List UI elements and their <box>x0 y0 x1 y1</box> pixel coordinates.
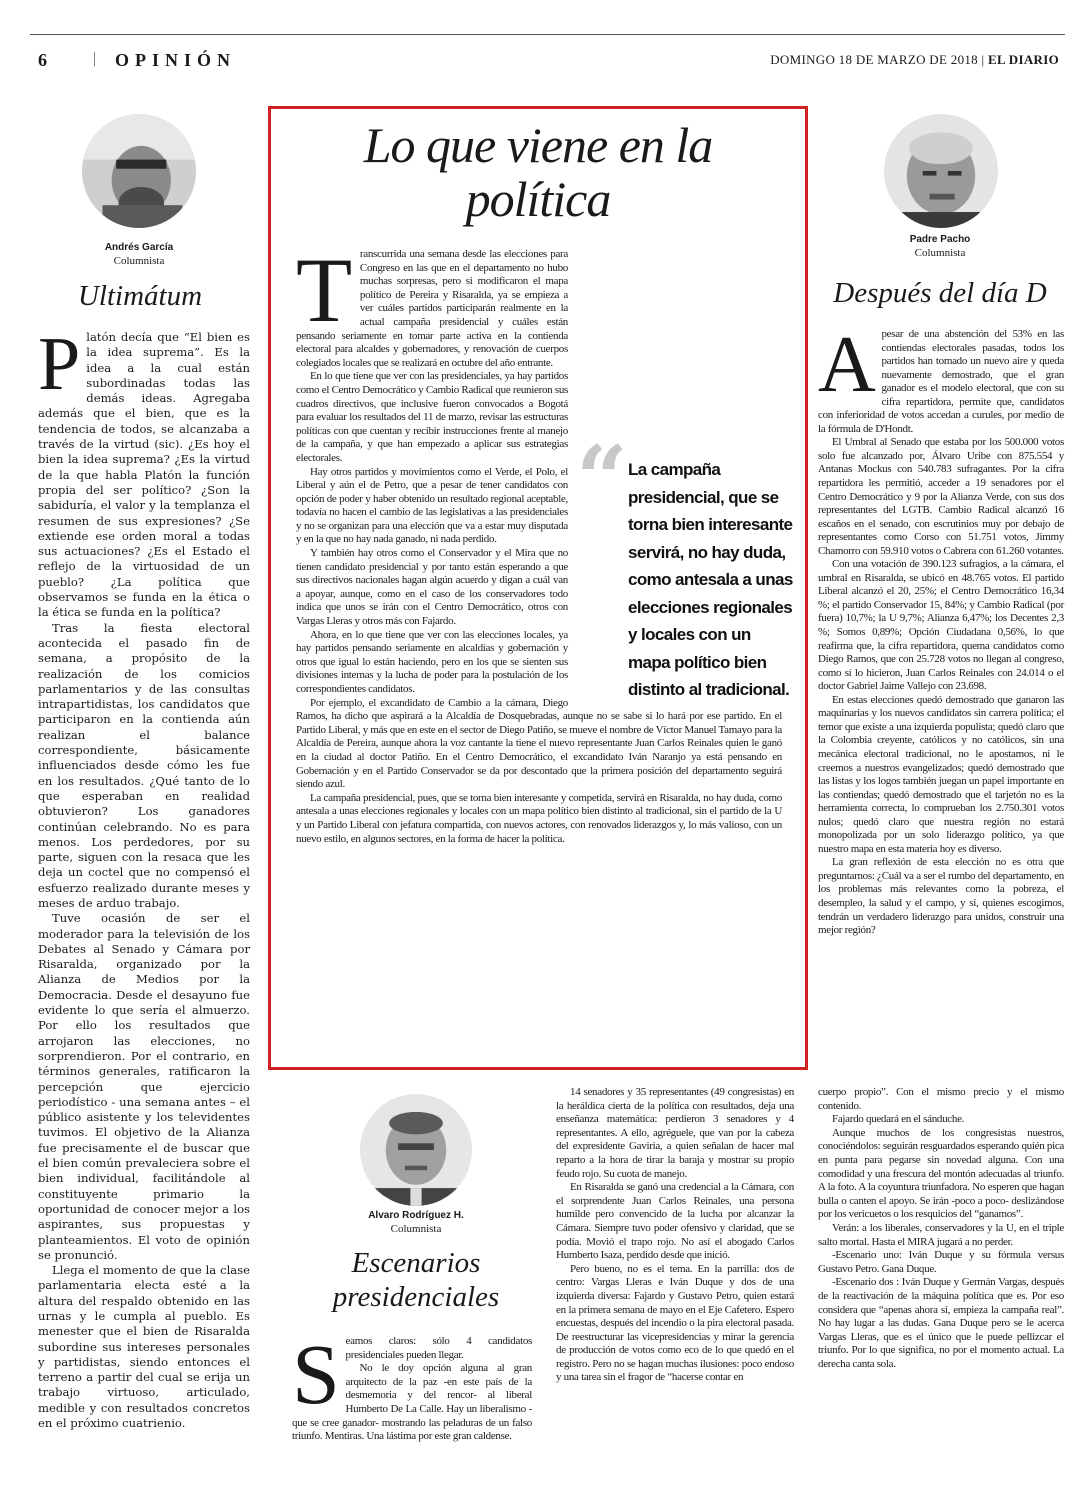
main-paragraph: Ahora, en lo que tiene que ver con las elecciones locales, ya hay partidos pensando seriamente en alcaldías y gobernación y otros que igual lo están haciendo, pero en los que se sienten sus divisiones internas y la lucha de poder para la postulación de los correspondientes candidatos. <box>296 628 568 695</box>
main-paragraph: La campaña presidencial, pues, que se torna bien interesante y competida, servirá en Risaralda, no hay duda, como antesala a unas elecciones regionales y locales con un mapa político bien distinto al tradicional, sin el partido de la U y un Partido Liberal con jefatura compartida, con nuevos actores, con renovados liderazgos y, lo más valioso, con un nuevo estilo, en algunos sectores, en la forma de hacer la política. <box>296 791 782 845</box>
issue-date: DOMINGO 18 DE MARZO DE 2018 | <box>770 52 985 67</box>
bottom-col-2 <box>556 1086 794 1385</box>
header-date-paper <box>770 52 1059 68</box>
bottom-paragraph: No le doy opción alguna al gran arquitecto de la paz -en este país de la desmemoria y del rencor- al liberal Humberto De La Calle. Hay un liberalismo -que se cree ganador- mostrando las peladuras de un falso triunfo. Mentiras. Una lástima por este gran caldense. <box>292 1362 532 1443</box>
right-paragraph: Con una votación de 390.123 sufragios, a la cámara, el umbral en Risaralda, se ubicó en 48.765 votos. El partido Liberal alcanzó el 20, 25%; el Centro Democrático 16,34 %; el partido Conservador 15, 84%; y Cambio Radical (por fuera) 10,7%; la U 9,7%; Alianza 6,47%; los Decentes 2,3 %; Somos 0,89%; Opción Ciudadana 0,56%, lo que reafirma que, la cifra repartidora, quema candidatos como Diego Ramos, que con 25.728 votos no llegan al congreso, como sí lo hicieron, Juan Carlos Reinales con 24.014 o el doctor Gabriel Jaime Vallejo con 23.698. <box>818 558 1064 693</box>
author-role-left: Columnista <box>113 255 165 267</box>
section-name: OPINIÓN <box>115 50 237 70</box>
main-article-title: Lo que viene en la política <box>363 117 713 227</box>
main-paragraph: ranscurrida una semana desde las elecciones para Congreso en las que en el departamento no hubo muchas sorpresas, pero si modificaron el mapa político de Pereira y Risaralda, ya se empieza a ver cuáles partidos participarán realmente en la actual campaña presidencial y cuáles están pensando seriamente en tomar parte activa en la contienda electoral para alcaldes y gobernadores, y renovación de cuerpos colegiados locales que se realizará en octubre del año entrante. <box>296 248 568 369</box>
bottom-paragraph: Fajardo quedará en el sánduche. <box>832 1113 965 1126</box>
main-paragraph: Y también hay otros como el Conservador y el Mira que no tienen candidato presidencial y por tanto están esperando a que sus directivos nacionales hagan algún acuerdo y digan a cuál van a apoyar, aunque, como en el caso de los conservadores todo indica que unos se irán con el Centro Democrático, otros con Vargas Lleras y otros más con Fajardo. <box>296 547 568 628</box>
page-header <box>30 34 1065 76</box>
left-column-text <box>38 322 250 1431</box>
left-paragraph: Llega el momento de que la clase parlamentaria electa esté a la altura del respaldo obtenido en las urnas y le cumpla al pueblo. Es menester que el bien de Risaralda subordine sus intereses personales y partidistas, siendo entonces el terreno a partir del cual se erija un trabajo virtuoso, articulado, medible y con resultados concretos en el próximo cuatrienio. <box>38 1263 250 1431</box>
author-name-left: Andrés García <box>104 242 174 253</box>
newspaper-name: EL DIARIO <box>988 52 1059 67</box>
right-paragraph: El Umbral al Senado que estaba por los 500.000 votos solo fue alcanzado por, Álvaro Uribe con 875.554 y Antanas Mockus con 540.783 sufragantes. Por la cifra repartidora les permitió, acceder a 19 senadores por el Centro Democrático y 9 por la Alianza Verde, con sus dos representantes del LGTB. Cambio Radical alcanzó 16 escaños en el senado, con escrutinios muy por debajo de representantes como Corso con 51.751 votos, Jimmy Chamorro con 59.910 votos o Cabrera con 61.260 votantes. <box>818 436 1064 557</box>
header-separator: | <box>93 50 97 67</box>
bottom-col-3 <box>818 1086 1064 1371</box>
bottom-paragraph: Pero bueno, no es el tema. En la parrilla: dos de centro: Vargas Lleras e Iván Duque y dos de una izquierda diversa: Fajardo y Gustavo Petro, quien estará en la primera semana de mayo en el Eje Cafetero. Espero encuestas, después del incendio o la pira electoral pasada. De reestructurar las vicepresidencias y mirar la gerencia de producción de votos como eco de lo que quedó en el registro. Pero no se hagan muchas ilusiones: poco endoso y una tarea sin el fragor de “hacerse contar en <box>556 1262 794 1384</box>
bottom-paragraph: -Escenario dos : Iván Duque y Germán Vargas, después de la reactivación de la máquina política que es. Por eso considera que “apenas ahora sí, empieza la campaña real”. No hay lugar a las dudas. Gana Duque pero se le acerca Vargas Lleras, que es el único que le puede pellizcar el triunfo. Por lo que significa, no por el momento actual. La derecha canta sola. <box>818 1276 1064 1370</box>
author-photo-alvaro-rodriguez <box>360 1094 472 1206</box>
left-paragraph: latón decía que “El bien es la idea suprema”. Es la idea a la cual están subordinadas todas las demás ideas. Agregaba además que el bien, que es la tendencia de todos, se alcanzaba a través de la virtud (sic). ¿Es hoy el bien la idea suprema? ¿Es la virtud de la que habla Platón la función propia del ser político? ¿Son la sabiduría, el valor y la templanza el resumen de sus expresiones? ¿Se extiende ese orden moral a todas sus actuaciones? ¿Es el Estado el reflejo de la virtuosidad de un pueblo? ¿La política que observamos se funda en la ética o la ética se funda en la política? <box>38 330 250 620</box>
main-article-text <box>296 239 793 846</box>
bottom-paragraph: -Escenario uno: Iván Duque y su fórmula versus Gustavo Petro. Gana Duque. <box>818 1249 1064 1275</box>
bottom-paragraph: eamos claros: sólo 4 candidatos presidenciales pueden llegar. <box>345 1335 532 1361</box>
bottom-paragraph: 14 senadores y 35 representantes (49 congresistas) en la heráldica cierta de la política con resultados, deja una enseñanza matemática: perdieron 3 senadores y 4 representantes. A ello, agréguele, que van por la cabeza del expresidente Gaviria, a quien señalan de hacer mal reparto a la hora de tirar la baraja y mostrar su propio feudo rojo. Su cuota de manejo. <box>556 1086 794 1180</box>
left-paragraph: Tras la fiesta electoral acontecida el pasado fin de semana, a propósito de la realización de los comicios parlamentarios y de las consultas intrapartidistas, los candidatos que participaron en la contienda aún realizan el balance correspondiente, básicamente influenciados desde cómo les fue en los resultados. ¿Qué tanto de lo que esperaban en realidad obtuvieron? Los ganadores continúan celebrando. No es para menos. Los perdedores, por su parte, siguen con la resaca que les deja un coctel que no compensó el esfuerzo realizado durante meses y meses de arduo trabajo. <box>38 620 250 910</box>
left-paragraph: Tuve ocasión de ser el moderador para la televisión de los Debates al Senado y Cámara por Risaralda, organizado por la Alianza de Medios por la Democracia. Desde el desayuno fue evidente lo que sería el almuerzo. Por ello los resultados que arrojaron las elecciones, no sorprendieron. Por el contrario, en términos generales, ratificaron la percepción que ejercicio periodístico - una semana antes – el público asistente y los televidentes tuvimos. El objetivo de la Alianza fue precisamente el de buscar que el bien común prevaleciera sobre el bien individual, facilitándole al constituyente primario la oportunidad de conocer mejor a los aspirantes, sus propuestas y planteamientos. El voto de opinión se pronunció. <box>38 911 250 1262</box>
dropcap-main: T <box>296 239 352 341</box>
right-paragraph: En estas elecciones quedó demostrado que ganaron las maquinarias y los nuevos candidatos sin carrera política; el temor que existe a una izquierda populista; quedó claro que la Colombia creyente, católicos y no católicos, sin una mecánica electoral tradicional, no le apostamos, ni le creemos a nuestros evangelizados; quedó demostrado que las listas y los logos también juegan un papel importante en las contiendas; quedó demostrado que el tarjetón no es la herramienta correcta, lo comprueban los 2.750.301 votos nulos; quedó claro que nuestra región no estará monopolizada por un solo liderazgo político, ya que nuestro mapa en esta materia hoy es diverso. <box>818 693 1064 855</box>
right-paragraph: La gran reflexión de esta elección no es otra que preguntarnos: ¿Cuál va a ser el rumbo del departamento, en los problemas más relevantes como la pobreza, el desempleo, la salud y el campo, y sí, quienes escogimos, tendrán un verdadero liderazgo para unidos, construir una mejor región? <box>818 856 1064 937</box>
right-column-text <box>818 321 1064 938</box>
dropcap-left: P <box>38 322 81 406</box>
right-paragraph: pesar de una abstención del 53% en las contiendas electorales pasadas, todos los partidos han tomado un nuevo aire y queda nuevamente demostrado, que el gran ganador es el modelo electoral, que con su cifra repartidora, permite que, candidatos con inferioridad de votos accedan a curules, por medio de la fórmula de D'Hondt. <box>818 328 1064 435</box>
author-name-bottom: Alvaro Rodríguez H. <box>368 1210 464 1221</box>
author-role-bottom: Columnista <box>390 1223 442 1235</box>
pull-quote <box>576 426 796 704</box>
pull-quote-text: La campaña presidencial, que se torna bien interesante servirá, no hay duda, como antesala a unas elecciones regionales y locales con un mapa político bien distinto al tradicional. <box>628 460 793 699</box>
main-paragraph: Hay otros partidos y movimientos como el Verde, el Polo, el Liberal y aún el de Petro, que a pesar de tener candidatos con opción de poder y haber obtenido un resultado regional aceptable, todavía no hacen el cambio de las legislativas a las presidenciales y no se organizan para una elección que va a estar muy disputada y en la que no hay nada ganado, ni nada perdido. <box>296 465 568 546</box>
bottom-paragraph: cuerpo propio”. Con el mismo precio y el mismo contenido. <box>818 1086 1064 1112</box>
main-paragraph: En lo que tiene que ver con las presidenciales, ya hay partidos como el Centro Democrático y Cambio Radical que reunieron sus cuadros directivos, que inclusive fueron convocados a Bogotá para evaluar los resultados del 11 de marzo, revisar las estructuras políticas con que cuentan y recibir instrucciones frente al manejo de la campaña, y que han empezado a aplicar sus estrategias electorales. <box>296 370 568 464</box>
author-photo-padre-pacho <box>884 114 998 228</box>
author-role-right: Columnista <box>914 247 966 259</box>
author-photo-andres-garcia <box>82 114 196 228</box>
bottom-paragraph: Aunque muchos de los congresistas nuestros, conociéndolos: seguirán resguardados esperando quién pica en punta para pegarse sin novedad alguna. Con una comodidad y una frescura del montón adecuadas al triunfo. A la foto. A la coyuntura triunfadora. No esperen que hagan bulla o canten el apoyo. Se irán -poco a poco- deslizándose por los vericuetos o los resquicios del “ganamos”. <box>818 1126 1064 1221</box>
column-title-bottom: Escenarios presidenciales <box>332 1247 500 1313</box>
bottom-paragraph: Verán: a los liberales, conservadores y la U, en el triple salto mortal. Hasta el MIRA jugará a no perder. <box>818 1221 1064 1248</box>
quote-mark-icon: “ <box>576 426 628 532</box>
main-paragraph: Por ejemplo, el excandidato de Cambio a la cámara, Diego Ramos, ha dicho que aspirará a la Alcaldía de Dosquebradas, aunque no se sabe si lo hará por ese partido. En el Partido Liberal, y más que en este en el sector de Diego Patiño, se mueve el nombre de Víctor Manuel Tamayo para la Alcaldía de Pereira, aunque ahora la voz cantante la tiene el nuevo representante Juan Carlos Reinales quien le ganó en la ciudad al doctor Patiño. En el Centro Democrático, el excandidato Iván Naranjo ya está pensando en Gobernación y en el Partido Conservador se da por descontado que la primera posición del departamento seguirá siendo azul. <box>296 696 782 791</box>
dropcap-bottom: S <box>292 1326 340 1422</box>
bottom-col-1 <box>292 1326 532 1444</box>
column-title-right: Después del día D <box>833 277 1047 309</box>
dropcap-right: A <box>818 321 876 409</box>
author-name-right: Padre Pacho <box>909 234 971 245</box>
bottom-paragraph: En Risaralda se ganó una credencial a la Cámara, con el sorprendente Juan Carlos Reinales, una persona humilde pero convencido de la lucha por alcanzar la Cámara. Siempre tuvo poder ofensivo y claridad, que se podía. Movió el trapo rojo. No así el abogado Carlos Humberto Isaza, perdido desde que inició. <box>556 1181 794 1262</box>
page-number: 6 <box>38 50 47 70</box>
column-title-left: Ultimátum <box>77 280 203 312</box>
